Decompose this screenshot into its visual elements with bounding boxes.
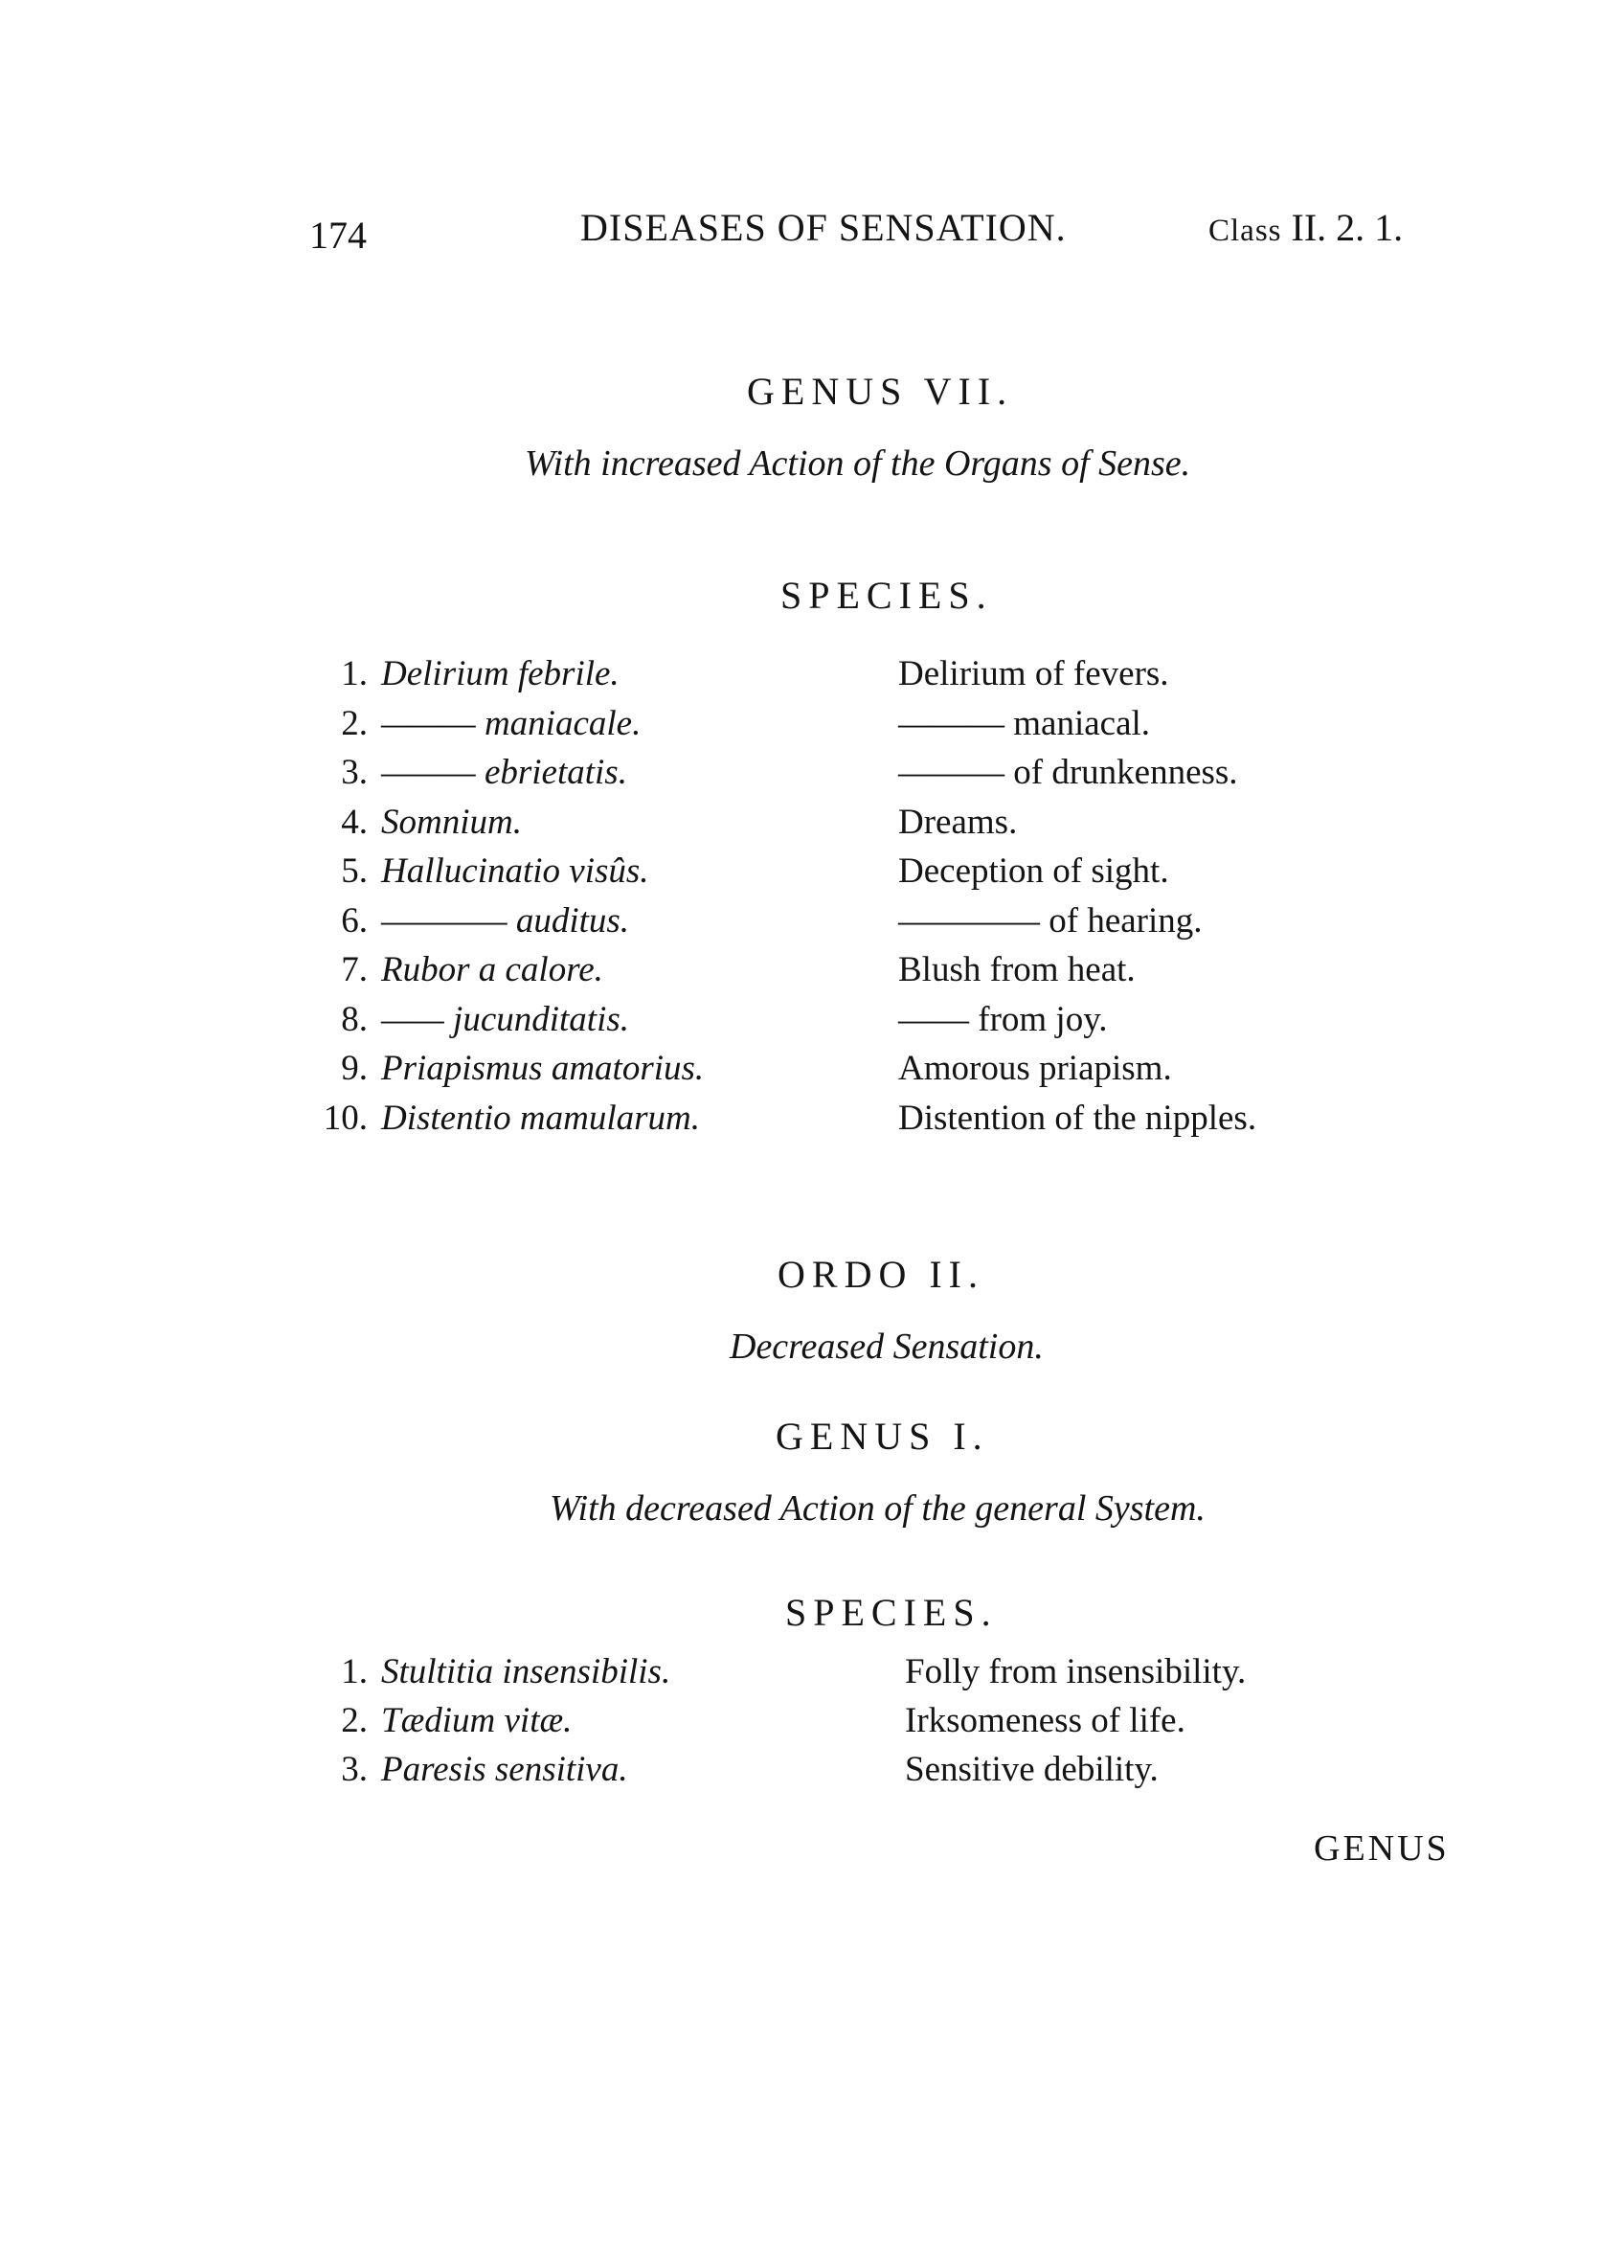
species-row bbox=[303, 1094, 700, 1144]
species-row bbox=[303, 847, 649, 896]
species-latin-name: Priapismus amatorius. bbox=[381, 1049, 705, 1088]
species-english-name: Sensitive debility. bbox=[905, 1750, 1159, 1789]
species-row bbox=[303, 995, 629, 1045]
species-number: 5. bbox=[341, 851, 368, 891]
species-latin-name: Somnium. bbox=[381, 802, 522, 842]
genus-subtitle-2: With decreased Action of the general System. bbox=[550, 1488, 1206, 1529]
species-row bbox=[303, 798, 522, 848]
ordo-heading: ORDO II. bbox=[778, 1253, 984, 1296]
species-latin-name: Distentio mamularum. bbox=[381, 1098, 700, 1138]
species-english-name: Amorous priapism. bbox=[898, 1049, 1172, 1088]
species-number: 3. bbox=[341, 1750, 368, 1789]
species-english-name: Deception of sight. bbox=[898, 851, 1169, 891]
catchword: GENUS bbox=[1314, 1828, 1450, 1869]
species-number: 2. bbox=[341, 703, 368, 743]
species-row bbox=[303, 699, 641, 749]
class-reference bbox=[1208, 205, 1403, 250]
species-number: 10. bbox=[323, 1098, 368, 1138]
species-latin-name: Rubor a calore. bbox=[381, 950, 603, 989]
species-english-name: —— from joy. bbox=[898, 999, 1108, 1039]
species-row bbox=[303, 1044, 704, 1094]
genus-heading: GENUS VII. bbox=[747, 370, 1014, 413]
genus-heading-2: GENUS I. bbox=[776, 1415, 989, 1458]
species-heading: SPECIES. bbox=[780, 574, 993, 617]
species-english-name: Dreams. bbox=[898, 802, 1018, 842]
running-title: DISEASES OF SENSATION. bbox=[580, 206, 1067, 249]
class-label: Class bbox=[1208, 214, 1282, 248]
species-latin-name: Stultitia insensibilis. bbox=[381, 1652, 671, 1691]
species-english-name: Delirium of fevers. bbox=[898, 654, 1169, 693]
species-english-name: Blush from heat. bbox=[898, 950, 1136, 989]
species-number: 2. bbox=[341, 1701, 368, 1740]
class-number: II. 2. 1. bbox=[1291, 206, 1404, 249]
page-number: 174 bbox=[309, 214, 367, 257]
species-row bbox=[303, 748, 627, 798]
species-number: 7. bbox=[341, 950, 368, 989]
species-english-name: ——— of drunkenness. bbox=[898, 753, 1238, 792]
species-english-name: Folly from insensibility. bbox=[905, 1652, 1247, 1691]
species-row bbox=[303, 1647, 670, 1697]
species-number: 1. bbox=[341, 654, 368, 693]
species-row bbox=[303, 1696, 572, 1746]
species-row bbox=[303, 649, 620, 699]
species-row bbox=[303, 896, 629, 946]
species-english-name: Distention of the nipples. bbox=[898, 1098, 1257, 1138]
species-number: 4. bbox=[341, 802, 368, 842]
species-english-name: ——— maniacal. bbox=[898, 703, 1151, 743]
species-latin-name: ——— maniacale. bbox=[381, 703, 642, 743]
ordo-subtitle: Decreased Sensation. bbox=[730, 1327, 1044, 1367]
species-row bbox=[303, 945, 603, 995]
species-number: 1. bbox=[341, 1652, 368, 1691]
species-latin-name: —— jucunditatis. bbox=[381, 999, 630, 1039]
species-row bbox=[303, 1745, 628, 1795]
species-number: 3. bbox=[341, 753, 368, 792]
species-heading-2: SPECIES. bbox=[785, 1591, 998, 1634]
species-latin-name: Hallucinatio visûs. bbox=[381, 851, 649, 891]
species-english-name: Irksomeness of life. bbox=[905, 1701, 1185, 1740]
species-number: 9. bbox=[341, 1049, 368, 1088]
species-latin-name: Paresis sensitiva. bbox=[381, 1750, 628, 1789]
species-latin-name: ——— ebrietatis. bbox=[381, 753, 627, 792]
species-latin-name: ———— auditus. bbox=[381, 900, 630, 941]
species-number: 6. bbox=[341, 900, 368, 941]
species-english-name: ———— of hearing. bbox=[898, 900, 1203, 941]
species-latin-name: Delirium febrile. bbox=[381, 654, 620, 693]
species-number: 8. bbox=[341, 999, 368, 1039]
species-latin-name: Tædium vitæ. bbox=[381, 1701, 573, 1740]
genus-subtitle: With increased Action of the Organs of Sense. bbox=[525, 443, 1191, 484]
